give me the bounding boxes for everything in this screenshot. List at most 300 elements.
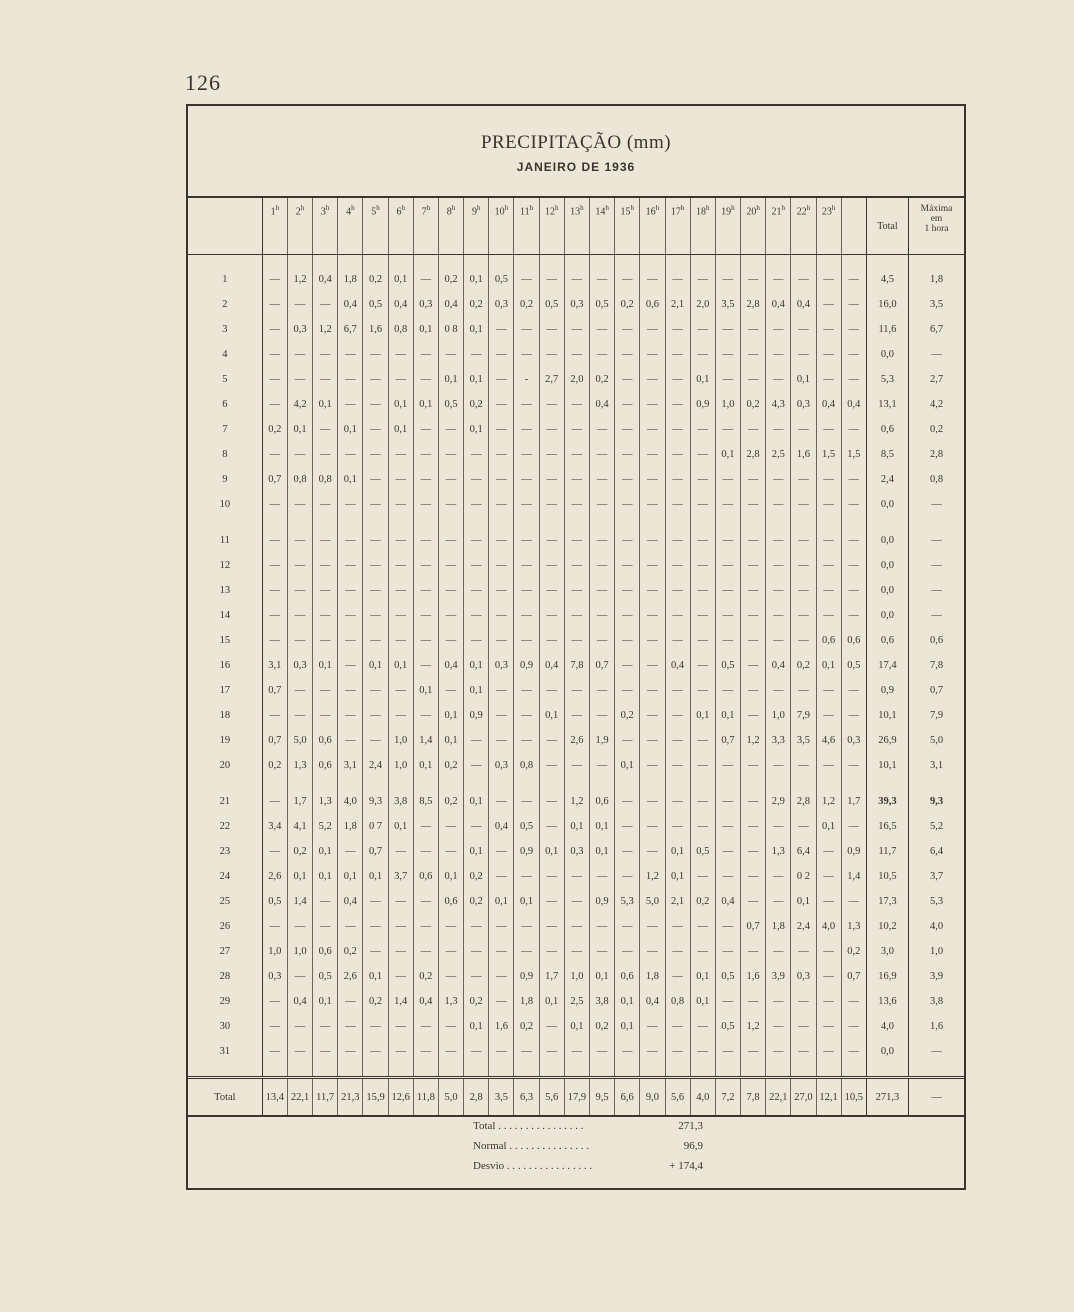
- cell-hour-6: 0,1: [388, 267, 413, 292]
- hour-number: 10: [494, 206, 505, 218]
- cell-hour-9: 0,1: [464, 653, 489, 678]
- cell-hour-19: —: [715, 1039, 740, 1064]
- cell-hour-7: —: [413, 578, 438, 603]
- cell-hour-19: —: [715, 628, 740, 653]
- cell-hour-14: —: [589, 492, 614, 517]
- totals-hour-19: 7,2: [715, 1078, 740, 1117]
- cell-hour-1: 1,0: [268, 946, 282, 957]
- cell-hour-10: —: [489, 492, 514, 517]
- cell-hour-20: 0,7: [741, 914, 766, 939]
- cell-hour-20: —: [741, 653, 766, 678]
- cell-hour-13: —: [564, 678, 589, 703]
- cell-hour-24: —: [841, 292, 866, 317]
- summary-desvio-label: Desvio: [473, 1160, 505, 1172]
- header-day: [188, 198, 262, 255]
- cell-hour-1: 3,1: [268, 660, 282, 671]
- cell-hour-22: 0 2: [791, 864, 816, 889]
- cell-hour-8: —: [438, 603, 463, 628]
- row-total: 10,1: [866, 753, 908, 778]
- cell-hour-20: —: [741, 267, 766, 292]
- cell-hour-3: 0,5: [313, 964, 338, 989]
- summary-normal-label: Normal: [473, 1140, 507, 1152]
- cell-hour-13: —: [564, 578, 589, 603]
- row-day: 9: [188, 467, 262, 492]
- hour-number: 6: [396, 206, 402, 218]
- totals-hour-14: 9,5: [589, 1078, 614, 1117]
- cell-hour-22: 0,3: [791, 392, 816, 417]
- row-max: 3,8: [909, 989, 964, 1014]
- hour-number: 15: [620, 206, 631, 218]
- cell-hour-24: 0,9: [841, 839, 866, 864]
- row-day: 20: [188, 753, 262, 778]
- cell-hour-3: 0,6: [313, 753, 338, 778]
- cell-hour-8: —: [438, 964, 463, 989]
- cell-hour-10: —: [489, 317, 514, 342]
- cell-hour-1: —: [269, 560, 281, 571]
- cell-hour-7: —: [413, 653, 438, 678]
- cell-hour-7: —: [413, 442, 438, 467]
- cell-hour-5: —: [363, 528, 388, 553]
- cell-hour-19: —: [715, 267, 740, 292]
- summary-desvio: Desvio . . . . . . . . . . . . . . . . + 174,4: [473, 1160, 703, 1172]
- cell-hour-6: —: [388, 467, 413, 492]
- cell-hour-12: —: [539, 417, 564, 442]
- spacer-row: [188, 778, 964, 789]
- cell-hour-4: —: [338, 367, 363, 392]
- cell-hour-13: —: [564, 939, 589, 964]
- cell-hour-20: —: [741, 467, 766, 492]
- cell-hour-9: 0,2: [464, 864, 489, 889]
- row-day: 19: [188, 728, 262, 753]
- cell-hour-4: 3,1: [338, 753, 363, 778]
- hour-number: 22: [796, 206, 807, 218]
- hour-number: 14: [595, 206, 606, 218]
- cell-hour-22: —: [791, 1014, 816, 1039]
- cell-hour-8: 0,2: [438, 753, 463, 778]
- row-total: 0,9: [866, 678, 908, 703]
- cell-hour-12: —: [539, 914, 564, 939]
- cell-hour-19: —: [715, 553, 740, 578]
- cell-hour-3: —: [313, 678, 338, 703]
- cell-hour-9: 0,9: [464, 703, 489, 728]
- cell-hour-6: —: [388, 678, 413, 703]
- cell-hour-14: —: [589, 553, 614, 578]
- row-max: —: [909, 603, 964, 628]
- cell-hour-4: 6,7: [338, 317, 363, 342]
- cell-hour-18: —: [690, 814, 715, 839]
- row-total: 5,3: [866, 367, 908, 392]
- cell-hour-24: —: [841, 417, 866, 442]
- cell-hour-16: —: [640, 342, 665, 367]
- row-max: 6,7: [909, 317, 964, 342]
- cell-hour-9: 0,2: [464, 292, 489, 317]
- cell-hour-11: 0,5: [514, 814, 539, 839]
- cell-hour-9: 0,1: [464, 839, 489, 864]
- cell-hour-15: —: [615, 864, 640, 889]
- cell-hour-10: —: [489, 417, 514, 442]
- header-hour-8: 8$^h$: [438, 198, 463, 255]
- cell-hour-16: —: [640, 603, 665, 628]
- cell-hour-21: —: [766, 267, 791, 292]
- cell-hour-5: —: [363, 678, 388, 703]
- table-row: [188, 442, 964, 467]
- row-day: 26: [188, 914, 262, 939]
- row-total: 17,3: [866, 889, 908, 914]
- cell-hour-16: 0,4: [640, 989, 665, 1014]
- cell-hour-13: —: [564, 267, 589, 292]
- cell-hour-10: 1,6: [489, 1014, 514, 1039]
- cell-hour-24: 1,7: [841, 789, 866, 814]
- hour-number: 16: [645, 206, 656, 218]
- cell-hour-24: —: [841, 367, 866, 392]
- table-row: [188, 703, 964, 728]
- cell-hour-17: —: [665, 814, 690, 839]
- row-max: 4,0: [909, 914, 964, 939]
- cell-hour-3: —: [313, 292, 338, 317]
- cell-hour-23: —: [816, 578, 841, 603]
- cell-hour-9: —: [464, 442, 489, 467]
- cell-hour-16: —: [640, 528, 665, 553]
- cell-hour-21: 4,3: [766, 392, 791, 417]
- header-max-line-1: Máxima: [920, 204, 953, 214]
- cell-hour-16: —: [640, 628, 665, 653]
- cell-hour-15: —: [615, 628, 640, 653]
- cell-hour-3: 0,1: [313, 392, 338, 417]
- cell-hour-5: —: [363, 442, 388, 467]
- cell-hour-6: 0,4: [388, 292, 413, 317]
- cell-hour-22: 0,3: [791, 964, 816, 989]
- cell-hour-4: —: [338, 1039, 363, 1064]
- cell-hour-23: —: [816, 492, 841, 517]
- cell-hour-17: —: [665, 367, 690, 392]
- cell-hour-8: —: [438, 342, 463, 367]
- header-hour-12: 12$^h$: [539, 198, 564, 255]
- header-hour-10: 10$^h$: [489, 198, 514, 255]
- cell-hour-7: 0,4: [413, 989, 438, 1014]
- totals-hour-15: 6,6: [615, 1078, 640, 1117]
- header-hour-4: 4$^h$: [338, 198, 363, 255]
- cell-hour-22: —: [791, 678, 816, 703]
- cell-hour-7: —: [413, 914, 438, 939]
- cell-hour-18: —: [690, 467, 715, 492]
- cell-hour-21: —: [766, 989, 791, 1014]
- cell-hour-23: —: [816, 603, 841, 628]
- cell-hour-14: —: [589, 939, 614, 964]
- header-hour-9: 9$^h$: [464, 198, 489, 255]
- cell-hour-14: 1,9: [589, 728, 614, 753]
- header-max-line-3: 1 hora: [924, 224, 949, 234]
- cell-hour-23: —: [816, 342, 841, 367]
- cell-hour-1: —: [269, 299, 281, 310]
- cell-hour-18: —: [690, 578, 715, 603]
- cell-hour-11: 1,8: [514, 989, 539, 1014]
- cell-hour-17: —: [665, 703, 690, 728]
- cell-hour-2: 0,2: [287, 839, 312, 864]
- cell-hour-18: —: [690, 728, 715, 753]
- cell-hour-5: —: [363, 417, 388, 442]
- cell-hour-22: —: [791, 753, 816, 778]
- cell-hour-7: —: [413, 267, 438, 292]
- cell-hour-14: 0,6: [589, 789, 614, 814]
- cell-hour-4: 0,4: [338, 889, 363, 914]
- cell-hour-18: —: [690, 628, 715, 653]
- row-day: 25: [188, 889, 262, 914]
- row-max: 2,8: [909, 442, 964, 467]
- row-max: 0,2: [909, 417, 964, 442]
- cell-hour-10: —: [489, 528, 514, 553]
- cell-hour-1: —: [269, 996, 281, 1007]
- row-day: 10: [188, 492, 262, 517]
- cell-hour-14: —: [589, 467, 614, 492]
- summary-total: Total . . . . . . . . . . . . . . . . 271,3: [473, 1120, 703, 1132]
- table-row: [188, 728, 964, 753]
- hour-number: 23: [821, 206, 832, 218]
- cell-hour-6: —: [388, 442, 413, 467]
- cell-hour-4: —: [338, 578, 363, 603]
- row-total: 17,4: [866, 653, 908, 678]
- cell-hour-5: —: [363, 628, 388, 653]
- cell-hour-23: 4,0: [816, 914, 841, 939]
- cell-hour-19: —: [715, 467, 740, 492]
- cell-hour-10: —: [489, 839, 514, 864]
- cell-hour-16: —: [640, 492, 665, 517]
- cell-hour-14: —: [589, 678, 614, 703]
- cell-hour-19: —: [715, 578, 740, 603]
- hour-number: 17: [670, 206, 681, 218]
- totals-hour-17: 5,6: [665, 1078, 690, 1117]
- cell-hour-24: 0,6: [841, 628, 866, 653]
- cell-hour-7: 0,6: [413, 864, 438, 889]
- cell-hour-10: —: [489, 989, 514, 1014]
- cell-hour-19: 0,4: [715, 889, 740, 914]
- cell-hour-13: —: [564, 603, 589, 628]
- cell-hour-10: —: [489, 442, 514, 467]
- table-row: [188, 528, 964, 553]
- cell-hour-22: —: [791, 578, 816, 603]
- cell-hour-14: 0,7: [589, 653, 614, 678]
- cell-hour-12: —: [539, 603, 564, 628]
- cell-hour-16: —: [640, 789, 665, 814]
- cell-hour-22: 0,1: [791, 367, 816, 392]
- cell-hour-3: —: [313, 703, 338, 728]
- cell-hour-12: —: [539, 467, 564, 492]
- row-max: 1,0: [909, 939, 964, 964]
- cell-hour-19: 3,5: [715, 292, 740, 317]
- cell-hour-8: 0,2: [438, 789, 463, 814]
- cell-hour-18: —: [690, 914, 715, 939]
- cell-hour-9: —: [464, 578, 489, 603]
- row-max: 6,4: [909, 839, 964, 864]
- cell-hour-6: 0,1: [388, 417, 413, 442]
- cell-hour-2: —: [287, 603, 312, 628]
- spacer-row: [188, 517, 964, 528]
- cell-hour-11: —: [514, 864, 539, 889]
- cell-hour-9: —: [464, 814, 489, 839]
- cell-hour-2: 0,8: [287, 467, 312, 492]
- cell-hour-9: 0,2: [464, 889, 489, 914]
- cell-hour-23: 1,2: [816, 789, 841, 814]
- cell-hour-23: —: [816, 292, 841, 317]
- cell-hour-6: 1,0: [388, 753, 413, 778]
- cell-hour-10: —: [489, 789, 514, 814]
- cell-hour-17: —: [665, 1014, 690, 1039]
- row-max: —: [909, 342, 964, 367]
- row-total: 0,0: [866, 578, 908, 603]
- cell-hour-22: 6,4: [791, 839, 816, 864]
- row-day: 29: [188, 989, 262, 1014]
- cell-hour-14: —: [589, 914, 614, 939]
- row-day: 13: [188, 578, 262, 603]
- cell-hour-19: —: [715, 839, 740, 864]
- cell-hour-13: —: [564, 342, 589, 367]
- summary-normal-value: 96,9: [683, 1140, 703, 1152]
- cell-hour-9: 0,1: [464, 678, 489, 703]
- cell-hour-15: —: [615, 467, 640, 492]
- cell-hour-22: 7,9: [791, 703, 816, 728]
- cell-hour-22: 3,5: [791, 728, 816, 753]
- cell-hour-12: —: [539, 528, 564, 553]
- cell-hour-21: —: [766, 753, 791, 778]
- cell-hour-8: —: [438, 492, 463, 517]
- cell-hour-7: —: [413, 417, 438, 442]
- totals-hour-16: 9,0: [640, 1078, 665, 1117]
- cell-hour-10: 0,3: [489, 753, 514, 778]
- row-day: 14: [188, 603, 262, 628]
- hour-number: 11: [519, 206, 530, 218]
- cell-hour-18: —: [690, 603, 715, 628]
- cell-hour-8: —: [438, 678, 463, 703]
- cell-hour-8: 0 8: [438, 317, 463, 342]
- cell-hour-9: —: [464, 467, 489, 492]
- cell-hour-3: —: [313, 1014, 338, 1039]
- cell-hour-11: 0,2: [514, 292, 539, 317]
- cell-hour-21: —: [766, 367, 791, 392]
- cell-hour-9: —: [464, 1039, 489, 1064]
- cell-hour-1: —: [269, 449, 281, 460]
- cell-hour-6: —: [388, 964, 413, 989]
- cell-hour-9: —: [464, 628, 489, 653]
- row-total: 4,5: [866, 267, 908, 292]
- header-row: [188, 198, 964, 255]
- cell-hour-14: —: [589, 442, 614, 467]
- cell-hour-1: 0,7: [268, 685, 282, 696]
- cell-hour-13: —: [564, 628, 589, 653]
- cell-hour-23: —: [816, 467, 841, 492]
- cell-hour-6: —: [388, 342, 413, 367]
- cell-hour-4: —: [338, 653, 363, 678]
- cell-hour-12: —: [539, 628, 564, 653]
- cell-hour-24: 0,7: [841, 964, 866, 989]
- cell-hour-21: —: [766, 939, 791, 964]
- cell-hour-1: —: [269, 585, 281, 596]
- cell-hour-1: 2,6: [268, 871, 282, 882]
- row-day: 4: [188, 342, 262, 367]
- cell-hour-21: —: [766, 864, 791, 889]
- cell-hour-7: 0,3: [413, 292, 438, 317]
- cell-hour-13: —: [564, 864, 589, 889]
- cell-hour-10: —: [489, 1039, 514, 1064]
- cell-hour-17: —: [665, 553, 690, 578]
- cell-hour-6: —: [388, 914, 413, 939]
- header-hour-5: 5$^h$: [363, 198, 388, 255]
- cell-hour-5: —: [363, 939, 388, 964]
- cell-hour-4: —: [338, 528, 363, 553]
- cell-hour-2: —: [287, 678, 312, 703]
- cell-hour-18: —: [690, 317, 715, 342]
- cell-hour-6: 3,7: [388, 864, 413, 889]
- cell-hour-18: —: [690, 417, 715, 442]
- cell-hour-1: 0,5: [268, 896, 282, 907]
- cell-hour-16: —: [640, 1014, 665, 1039]
- cell-hour-11: 0,1: [514, 889, 539, 914]
- cell-hour-10: —: [489, 628, 514, 653]
- cell-hour-17: 0,1: [665, 839, 690, 864]
- cell-hour-15: —: [615, 814, 640, 839]
- cell-hour-13: —: [564, 528, 589, 553]
- cell-hour-19: 0,1: [715, 442, 740, 467]
- cell-hour-23: 0,1: [816, 814, 841, 839]
- cell-hour-21: —: [766, 553, 791, 578]
- cell-hour-21: —: [766, 317, 791, 342]
- cell-hour-11: —: [514, 914, 539, 939]
- row-total: 16,5: [866, 814, 908, 839]
- cell-hour-14: 0,4: [589, 392, 614, 417]
- cell-hour-6: —: [388, 367, 413, 392]
- cell-hour-16: —: [640, 678, 665, 703]
- row-max: 5,3: [909, 889, 964, 914]
- cell-hour-10: —: [489, 864, 514, 889]
- cell-hour-1: 0,7: [268, 735, 282, 746]
- table-row: [188, 1014, 964, 1039]
- cell-hour-22: 0,1: [791, 889, 816, 914]
- title-block: [188, 106, 964, 198]
- row-day: 30: [188, 1014, 262, 1039]
- cell-hour-6: —: [388, 839, 413, 864]
- cell-hour-3: —: [313, 342, 338, 367]
- row-max: 0,6: [909, 628, 964, 653]
- cell-hour-19: —: [715, 492, 740, 517]
- cell-hour-10: —: [489, 939, 514, 964]
- row-max: 3,7: [909, 864, 964, 889]
- cell-hour-6: 1,4: [388, 989, 413, 1014]
- cell-hour-20: —: [741, 703, 766, 728]
- cell-hour-11: 0,8: [514, 753, 539, 778]
- hour-number: 21: [771, 206, 782, 218]
- cell-hour-23: —: [816, 964, 841, 989]
- cell-hour-6: 1,0: [388, 728, 413, 753]
- cell-hour-23: —: [816, 989, 841, 1014]
- cell-hour-2: —: [287, 703, 312, 728]
- header-hour-18: 18$^h$: [690, 198, 715, 255]
- cell-hour-2: —: [287, 553, 312, 578]
- cell-hour-5: —: [363, 392, 388, 417]
- cell-hour-24: 0,4: [841, 392, 866, 417]
- cell-hour-18: 0,1: [690, 964, 715, 989]
- row-total: 39,3: [866, 789, 908, 814]
- cell-hour-14: —: [589, 628, 614, 653]
- header-hour-17: 17$^h$: [665, 198, 690, 255]
- cell-hour-3: —: [313, 578, 338, 603]
- cell-hour-18: 2,0: [690, 292, 715, 317]
- row-max: 7,9: [909, 703, 964, 728]
- cell-hour-24: —: [841, 267, 866, 292]
- row-max: 2,7: [909, 367, 964, 392]
- cell-hour-19: 0,7: [715, 728, 740, 753]
- table-row: [188, 889, 964, 914]
- header-hour-11: 11$^h$: [514, 198, 539, 255]
- cell-hour-20: —: [741, 889, 766, 914]
- row-max: 3,1: [909, 753, 964, 778]
